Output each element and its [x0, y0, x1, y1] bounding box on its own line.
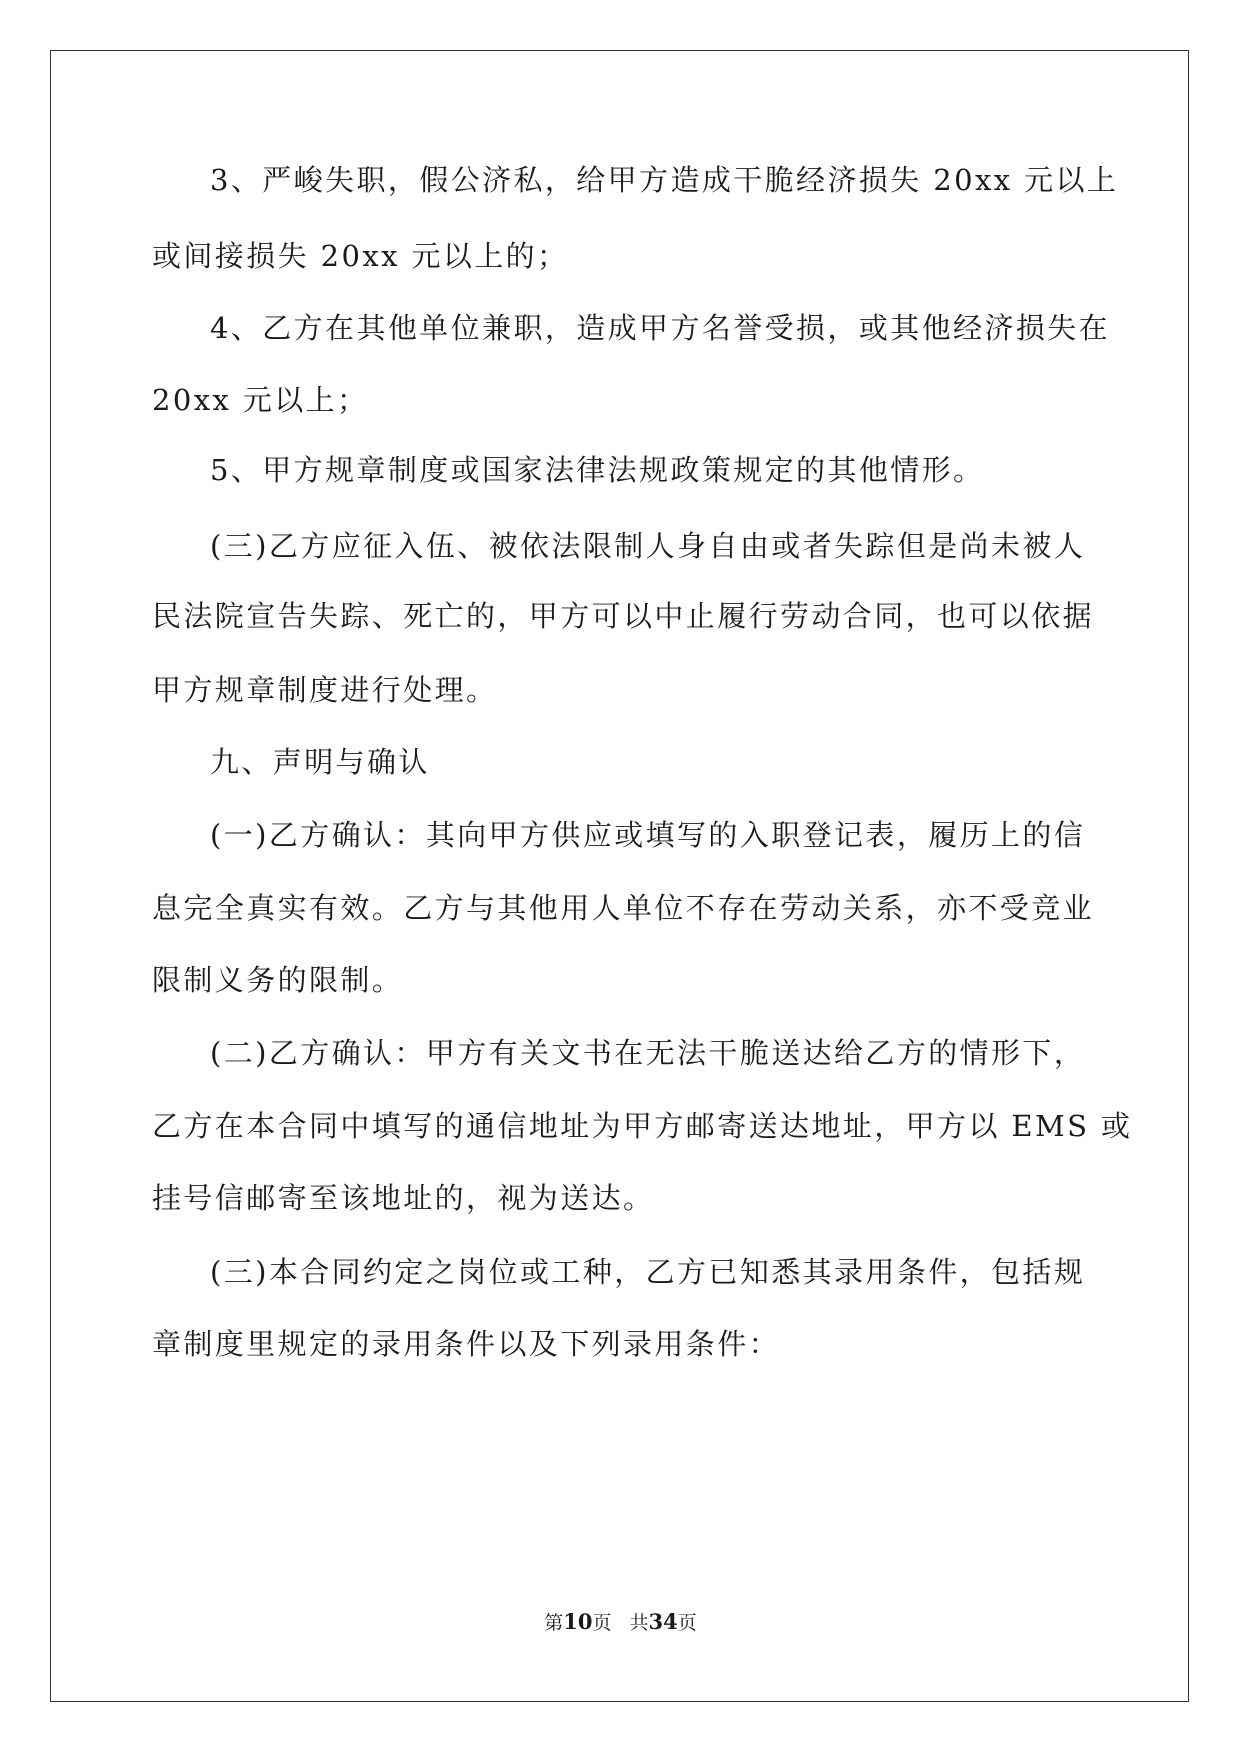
paragraph-line: 20xx 元以上； [152, 383, 369, 417]
total-prefix: 共 [629, 1612, 649, 1634]
paragraph-line: 甲方规章制度进行处理。 [152, 673, 498, 707]
paragraph-line: 民法院宣告失踪、死亡的，甲方可以中止履行劳动合同，也可以依据 [152, 599, 1095, 633]
paragraph-line: (三)本合同约定之岗位或工种，乙方已知悉其录用条件，包括规 [210, 1255, 1086, 1289]
paragraph-line: (三)乙方应征入伍、被依法限制人身自由或者失踪但是尚未被人 [210, 529, 1086, 563]
page-footer [0, 1608, 1241, 1635]
paragraph-line: (一)乙方确认：其向甲方供应或填写的入职登记表，履历上的信 [210, 818, 1086, 852]
paragraph-line: 4、乙方在其他单位兼职，造成甲方名誉受损，或其他经济损失在 [210, 311, 1111, 345]
paragraph-line: 3、严峻失职，假公济私，给甲方造成干脆经济损失 20xx 元以上 [210, 163, 1119, 197]
paragraph-line: 章制度里规定的录用条件以及下列录用条件： [152, 1327, 781, 1361]
paragraph-line: 或间接损失 20xx 元以上的； [152, 239, 569, 273]
paragraph-line: 乙方在本合同中填写的通信地址为甲方邮寄送达地址，甲方以 EMS 或 [152, 1109, 1133, 1143]
paragraph-line: 息完全真实有效。乙方与其他用人单位不存在劳动关系，亦不受竞业 [152, 891, 1095, 925]
paragraph-line: 挂号信邮寄至该地址的，视为送达。 [152, 1181, 655, 1215]
total-pages: 34 [648, 1609, 678, 1634]
paragraph-line: 限制义务的限制。 [152, 963, 404, 997]
page-number: 10 [563, 1609, 593, 1634]
page-prefix: 第 [544, 1612, 564, 1634]
paragraph-line: (二)乙方确认：甲方有关文书在无法干脆送达给乙方的情形下， [210, 1036, 1086, 1070]
paragraph-line: 5、甲方规章制度或国家法律法规政策规定的其他情形。 [210, 453, 985, 487]
page-border [50, 50, 1189, 1702]
page-suffix: 页 [592, 1612, 612, 1634]
total-suffix: 页 [677, 1612, 697, 1634]
section-heading: 九、声明与确认 [210, 745, 430, 779]
